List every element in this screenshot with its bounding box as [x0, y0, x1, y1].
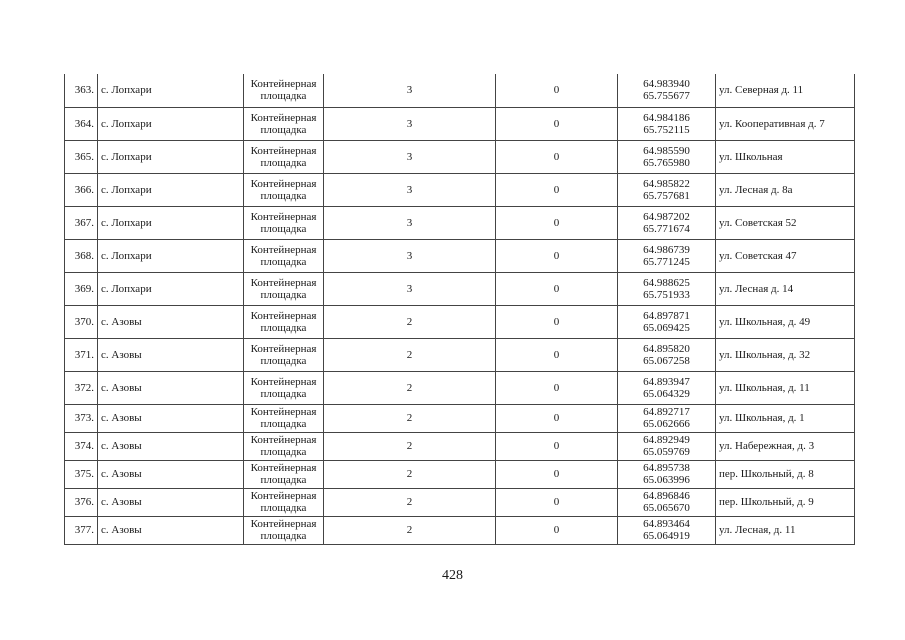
settlement-cell: с. Азовы — [98, 488, 244, 516]
second-count-cell: 0 — [496, 404, 618, 432]
longitude: 65.064919 — [643, 530, 690, 542]
second-count-cell: 0 — [496, 239, 618, 272]
second-count-cell: 0 — [496, 173, 618, 206]
site-type-line1: Контейнерная — [250, 144, 317, 157]
settlement-cell: с. Лопхари — [98, 107, 244, 140]
second-count-cell: 0 — [496, 272, 618, 305]
latitude: 64.892717 — [643, 406, 690, 418]
site-type-cell — [244, 460, 324, 488]
latitude: 64.985590 — [643, 144, 690, 157]
settlement-cell: с. Азовы — [98, 460, 244, 488]
address-cell: ул. Советская 47 — [716, 239, 855, 272]
container-count-cell: 3 — [324, 239, 496, 272]
row-number: 368. — [65, 239, 98, 272]
address-cell: ул. Лесная д. 8а — [716, 173, 855, 206]
table-row — [65, 239, 855, 272]
row-number: 376. — [65, 488, 98, 516]
address-cell: ул. Школьная — [716, 140, 855, 173]
table-row — [65, 432, 855, 460]
row-number: 375. — [65, 460, 98, 488]
latitude: 64.988625 — [643, 276, 690, 289]
address-cell: ул. Школьная, д. 32 — [716, 338, 855, 371]
row-number: 369. — [65, 272, 98, 305]
longitude: 65.771674 — [643, 222, 690, 235]
address-cell: ул. Северная д. 11 — [716, 74, 855, 107]
site-type-line2: площадка — [260, 530, 307, 542]
site-type-cell — [244, 140, 324, 173]
address-cell: ул. Набережная, д. 3 — [716, 432, 855, 460]
table-row — [65, 305, 855, 338]
table-row — [65, 516, 855, 544]
settlement-cell: с. Азовы — [98, 371, 244, 404]
address-cell: ул. Кооперативная д. 7 — [716, 107, 855, 140]
site-type-line2: площадка — [260, 288, 307, 301]
site-type-cell — [244, 516, 324, 544]
latitude: 64.895738 — [643, 462, 690, 474]
site-type-cell — [244, 404, 324, 432]
row-number: 363. — [65, 74, 98, 107]
longitude: 65.751933 — [643, 288, 690, 301]
container-count-cell: 2 — [324, 338, 496, 371]
address-cell: ул. Лесная, д. 11 — [716, 516, 855, 544]
longitude: 65.069425 — [643, 321, 690, 334]
container-count-cell: 2 — [324, 460, 496, 488]
container-count-cell: 2 — [324, 305, 496, 338]
longitude: 65.755677 — [643, 90, 690, 103]
latitude: 64.983940 — [643, 78, 690, 91]
site-type-line2: площадка — [260, 418, 307, 430]
second-count-cell: 0 — [496, 371, 618, 404]
container-count-cell: 2 — [324, 404, 496, 432]
site-type-line1: Контейнерная — [250, 518, 317, 530]
site-type-line1: Контейнерная — [250, 210, 317, 223]
container-count-cell: 3 — [324, 272, 496, 305]
row-number: 373. — [65, 404, 98, 432]
row-number: 372. — [65, 371, 98, 404]
coordinates-cell — [618, 371, 716, 404]
table-row — [65, 371, 855, 404]
row-number: 371. — [65, 338, 98, 371]
table-row — [65, 404, 855, 432]
address-cell: пер. Школьный, д. 9 — [716, 488, 855, 516]
site-type-cell — [244, 488, 324, 516]
site-type-line1: Контейнерная — [250, 78, 317, 91]
site-type-cell — [244, 206, 324, 239]
latitude: 64.896846 — [643, 490, 690, 502]
second-count-cell: 0 — [496, 74, 618, 107]
container-count-cell: 2 — [324, 516, 496, 544]
settlement-cell: с. Лопхари — [98, 206, 244, 239]
container-count-cell: 3 — [324, 107, 496, 140]
latitude: 64.897871 — [643, 309, 690, 322]
site-type-cell — [244, 173, 324, 206]
longitude: 65.757681 — [643, 189, 690, 202]
row-number: 366. — [65, 173, 98, 206]
site-type-cell — [244, 305, 324, 338]
table-row — [65, 74, 855, 107]
site-type-line1: Контейнерная — [250, 342, 317, 355]
second-count-cell: 0 — [496, 140, 618, 173]
row-number: 370. — [65, 305, 98, 338]
second-count-cell: 0 — [496, 107, 618, 140]
latitude: 64.987202 — [643, 210, 690, 223]
site-type-line2: площадка — [260, 255, 307, 268]
settlement-cell: с. Лопхари — [98, 140, 244, 173]
second-count-cell: 0 — [496, 206, 618, 239]
site-type-cell — [244, 74, 324, 107]
site-type-cell — [244, 432, 324, 460]
second-count-cell: 0 — [496, 516, 618, 544]
row-number: 367. — [65, 206, 98, 239]
table-row — [65, 107, 855, 140]
longitude: 65.063996 — [643, 474, 690, 486]
longitude: 65.059769 — [643, 446, 690, 458]
site-type-line1: Контейнерная — [250, 177, 317, 190]
address-cell: ул. Лесная д. 14 — [716, 272, 855, 305]
site-type-line1: Контейнерная — [250, 243, 317, 256]
latitude: 64.986739 — [643, 243, 690, 256]
container-count-cell: 2 — [324, 432, 496, 460]
settlement-cell: с. Лопхари — [98, 239, 244, 272]
latitude: 64.984186 — [643, 111, 690, 124]
container-count-cell: 2 — [324, 488, 496, 516]
coordinates-cell — [618, 460, 716, 488]
container-count-cell: 3 — [324, 74, 496, 107]
site-type-cell — [244, 338, 324, 371]
table-body — [65, 74, 855, 544]
row-number: 377. — [65, 516, 98, 544]
longitude: 65.065670 — [643, 502, 690, 514]
coordinates-cell — [618, 516, 716, 544]
site-type-line2: площадка — [260, 502, 307, 514]
latitude: 64.893464 — [643, 518, 690, 530]
longitude: 65.064329 — [643, 387, 690, 400]
coordinates-cell — [618, 338, 716, 371]
second-count-cell: 0 — [496, 432, 618, 460]
settlement-cell: с. Азовы — [98, 516, 244, 544]
longitude: 65.752115 — [643, 123, 690, 136]
site-type-line2: площадка — [260, 474, 307, 486]
second-count-cell: 0 — [496, 338, 618, 371]
container-sites-table — [64, 74, 855, 545]
site-type-line1: Контейнерная — [250, 434, 317, 446]
table-row — [65, 140, 855, 173]
table-row — [65, 338, 855, 371]
coordinates-cell — [618, 107, 716, 140]
second-count-cell: 0 — [496, 305, 618, 338]
coordinates-cell — [618, 173, 716, 206]
table-row — [65, 272, 855, 305]
coordinates-cell — [618, 206, 716, 239]
settlement-cell: с. Лопхари — [98, 272, 244, 305]
site-type-cell — [244, 371, 324, 404]
coordinates-cell — [618, 140, 716, 173]
coordinates-cell — [618, 488, 716, 516]
coordinates-cell — [618, 305, 716, 338]
address-cell: пер. Школьный, д. 8 — [716, 460, 855, 488]
site-type-cell — [244, 239, 324, 272]
table-row — [65, 460, 855, 488]
site-type-line1: Контейнерная — [250, 462, 317, 474]
site-type-cell — [244, 107, 324, 140]
longitude: 65.771245 — [643, 255, 690, 268]
settlement-cell: с. Азовы — [98, 338, 244, 371]
latitude: 64.893947 — [643, 375, 690, 388]
coordinates-cell — [618, 432, 716, 460]
table-row — [65, 488, 855, 516]
settlement-cell: с. Лопхари — [98, 74, 244, 107]
site-type-line2: площадка — [260, 156, 307, 169]
settlement-cell: с. Азовы — [98, 305, 244, 338]
site-type-cell — [244, 272, 324, 305]
container-count-cell: 2 — [324, 371, 496, 404]
coordinates-cell — [618, 272, 716, 305]
table-row — [65, 173, 855, 206]
coordinates-cell — [618, 239, 716, 272]
site-type-line1: Контейнерная — [250, 276, 317, 289]
latitude: 64.985822 — [643, 177, 690, 190]
address-cell: ул. Школьная, д. 11 — [716, 371, 855, 404]
longitude: 65.765980 — [643, 156, 690, 169]
coordinates-cell — [618, 74, 716, 107]
second-count-cell: 0 — [496, 460, 618, 488]
site-type-line2: площадка — [260, 123, 307, 136]
site-type-line2: площадка — [260, 222, 307, 235]
page-number: 428 — [442, 568, 463, 583]
settlement-cell: с. Лопхари — [98, 173, 244, 206]
address-cell: ул. Школьная, д. 49 — [716, 305, 855, 338]
row-number: 365. — [65, 140, 98, 173]
site-type-line2: площадка — [260, 90, 307, 103]
site-type-line1: Контейнерная — [250, 406, 317, 418]
site-type-line1: Контейнерная — [250, 309, 317, 322]
latitude: 64.892949 — [643, 434, 690, 446]
container-count-cell: 3 — [324, 140, 496, 173]
settlement-cell: с. Азовы — [98, 404, 244, 432]
container-count-cell: 3 — [324, 206, 496, 239]
address-cell: ул. Советская 52 — [716, 206, 855, 239]
latitude: 64.895820 — [643, 342, 690, 355]
address-cell: ул. Школьная, д. 1 — [716, 404, 855, 432]
table-row — [65, 206, 855, 239]
site-type-line2: площадка — [260, 189, 307, 202]
container-count-cell: 3 — [324, 173, 496, 206]
longitude: 65.062666 — [643, 418, 690, 430]
second-count-cell: 0 — [496, 488, 618, 516]
site-type-line2: площадка — [260, 354, 307, 367]
site-type-line1: Контейнерная — [250, 111, 317, 124]
coordinates-cell — [618, 404, 716, 432]
row-number: 364. — [65, 107, 98, 140]
site-type-line2: площадка — [260, 321, 307, 334]
settlement-cell: с. Азовы — [98, 432, 244, 460]
site-type-line1: Контейнерная — [250, 490, 317, 502]
row-number: 374. — [65, 432, 98, 460]
site-type-line2: площадка — [260, 446, 307, 458]
site-type-line2: площадка — [260, 387, 307, 400]
site-type-line1: Контейнерная — [250, 375, 317, 388]
longitude: 65.067258 — [643, 354, 690, 367]
